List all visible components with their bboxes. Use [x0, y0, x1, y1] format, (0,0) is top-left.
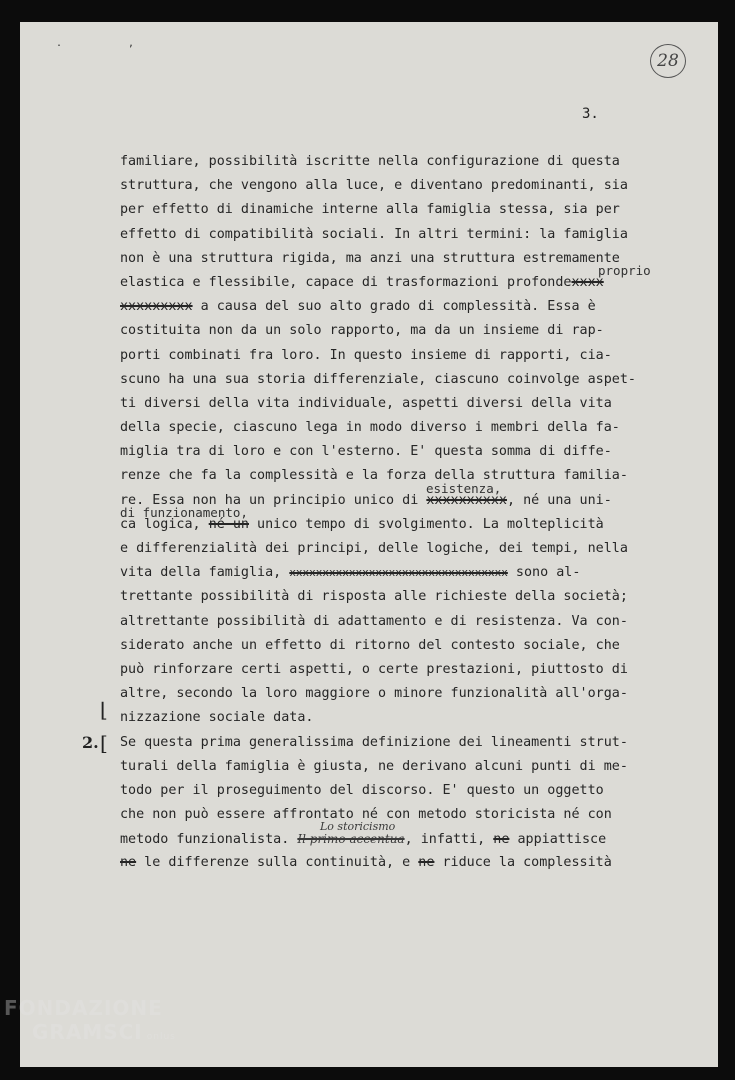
inserted-word: Lo storicismo	[320, 820, 396, 834]
line-text: , infatti,	[404, 832, 494, 848]
text-line: può rinforzare certi aspetti, o certe prestazioni, piuttosto di	[120, 661, 628, 677]
struck-text: xxxxxxxxxxxxxxxxxxxxxxxxxxxxxxxxx	[289, 566, 508, 580]
text-line: altre, secondo la loro maggiore o minore funzionalità all'orga-	[120, 686, 628, 702]
struck-text: né un	[208, 516, 249, 532]
struck-text: xxxx	[571, 274, 604, 290]
struck-text: ne	[418, 855, 435, 871]
text-line: non è una struttura rigida, ma anzi una struttura estremamente	[120, 250, 620, 266]
text-line: ti diversi della vita individuale, aspetti diversi della vita	[120, 395, 612, 411]
text-line	[120, 295, 660, 319]
text-line	[100, 698, 660, 730]
text-line	[120, 262, 660, 295]
line-text: ca logica,	[120, 516, 209, 532]
line-text: appiattisce	[509, 832, 607, 848]
struck-text: ne	[120, 855, 137, 871]
line-text: unico tempo di svolgimento. La molteplicità	[249, 516, 604, 532]
text-line: todo per il proseguimento del discorso. E' questo un oggetto	[120, 782, 604, 798]
line-text: metodo funzionalista.	[120, 832, 298, 848]
line-text: nizzazione sociale data.	[120, 710, 314, 726]
text-line: altrettante possibilità di adattamento e di resistenza. Va con-	[120, 613, 628, 629]
line-text: sono al-	[507, 565, 581, 581]
text-line: e differenzialità dei principi, delle logiche, dei tempi, nella	[120, 541, 628, 556]
text-line: trettante possibilità di risposta alle richieste della società;	[120, 589, 628, 605]
struck-text: xxxxxxxxxx	[426, 492, 507, 508]
line-text: , né una uni-	[506, 492, 612, 508]
struck-text: xxxxxxxxx	[120, 299, 193, 315]
text-line	[82, 730, 660, 755]
text-line	[120, 851, 660, 875]
inserted-word: proprio	[598, 262, 651, 278]
text-line: scuno ha una sua storia differenziale, ciascuno coinvolge aspet-	[120, 371, 636, 387]
line-text: elastica e flessibile, capace di trasformazioni profonde	[120, 274, 572, 290]
line-text: vita della famiglia,	[120, 565, 290, 581]
text-line: turali della famiglia è giusta, ne derivano alcuni punti di me-	[120, 758, 628, 774]
line-text: riduce la complessità	[434, 855, 612, 871]
watermark-line: FONDAZIONE	[4, 996, 163, 1020]
text-line	[120, 504, 660, 537]
page-number: 3.	[582, 106, 599, 122]
text-line	[120, 820, 660, 851]
inserted-word: di funzionamento,	[120, 504, 248, 520]
text-line: siderato anche un effetto di ritorno del contesto sociale, che	[120, 637, 620, 653]
text-line: struttura, che vengono alla luce, e diventano predominanti, sia	[120, 178, 628, 194]
text-line: che non può essere affrontato né con metodo storicista né con	[120, 807, 612, 823]
text-line: della specie, ciascuno lega in modo diverso i membri della fa-	[120, 420, 620, 436]
line-text: a causa del suo alto grado di complessità. Essa è	[192, 299, 596, 315]
text-line: miglia tra di loro e con l'esterno. E' questa somma di diffe-	[120, 444, 612, 460]
text-line: effetto di compatibilità sociali. In altri termini: la famiglia	[120, 226, 628, 242]
inserted-word: esistenza,	[426, 480, 502, 496]
document-page	[20, 22, 718, 1067]
text-line: costituita non da un solo rapporto, ma da un insieme di rap-	[120, 323, 604, 339]
line-text: Se questa prima generalissima definizione dei lineamenti strut-	[120, 734, 628, 750]
margin-bracket: [	[100, 730, 108, 755]
fondazione-gramsci-watermark	[4, 996, 176, 1044]
corner-marks: . ,	[56, 38, 165, 49]
watermark-name: GRAMSCI	[32, 1020, 143, 1044]
section-number: 2.	[82, 732, 99, 752]
struck-text: Il primo accentua	[297, 832, 405, 847]
text-line	[120, 561, 660, 585]
text-line: porti combinati fra loro. In questo insieme di rapporti, cia-	[120, 347, 612, 363]
text-line: familiare, possibilità iscritte nella configurazione di questa	[120, 154, 620, 169]
text-line: renze che fa la complessità e la forza della struttura familia-	[120, 468, 628, 484]
text-line: per effetto di dinamiche interne alla famiglia stessa, sia per	[120, 202, 620, 218]
struck-text: ne	[493, 832, 510, 848]
line-text: le differenze sulla continuità, e	[136, 855, 419, 871]
watermark-line	[32, 1020, 176, 1044]
watermark-suffix: onlus	[146, 1032, 176, 1042]
margin-bracket: ⌊	[100, 698, 108, 723]
folio-number: 28	[650, 44, 686, 78]
line-text: re. Essa non ha un principio unico di	[120, 492, 427, 508]
typewritten-body	[82, 150, 660, 876]
